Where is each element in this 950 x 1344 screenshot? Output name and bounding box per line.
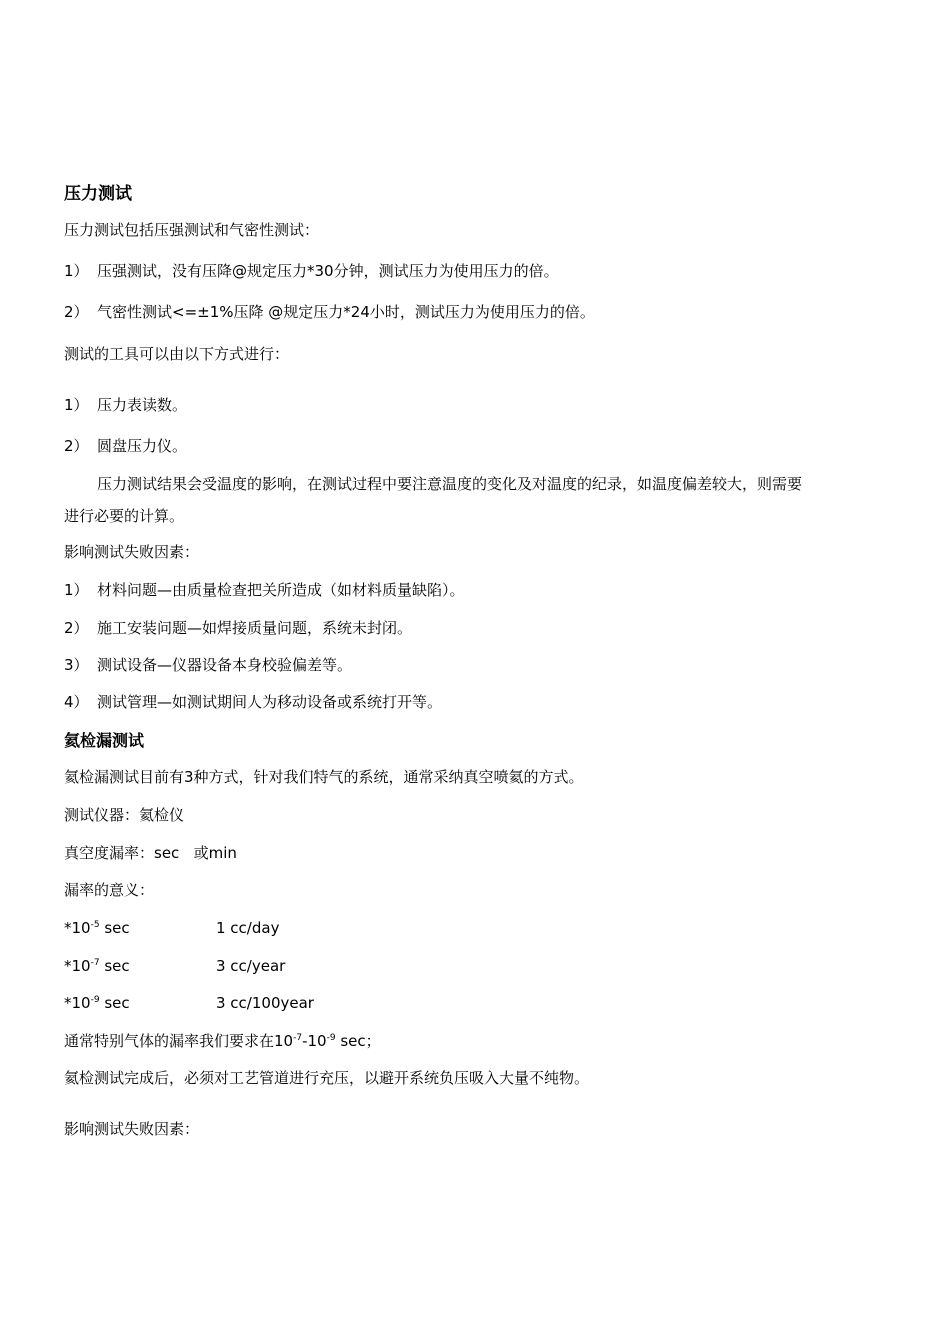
rate-equivalent: 3 cc/100year (216, 994, 314, 1012)
leak-rate-requirement (64, 1031, 381, 1051)
rate-equivalent: 3 cc/year (216, 957, 286, 975)
list-item (64, 261, 559, 281)
rate-exponent: -9 (90, 995, 100, 1005)
rate-equivalent: 1 cc/day (216, 919, 280, 937)
list-number: 1） (64, 581, 89, 599)
list-number: 1） (64, 262, 89, 280)
vacuum-leak-rate: 真空度漏率：sec 或min (64, 844, 237, 862)
pressure-test-intro: 压力测试包括压强测试和气密性测试： (64, 221, 320, 239)
list-number: 2） (64, 437, 89, 455)
rate-base: *10 (64, 994, 91, 1012)
leak-rate-row (64, 918, 130, 938)
list-text: 施工安装问题—如焊接质量问题，系统未封闭。 (97, 619, 413, 637)
list-text: 材料问题—由质量检查把关所造成（如材料质量缺陷）。 (97, 581, 465, 599)
list-text: 测试管理—如测试期间人为移动设备或系统打开等。 (97, 693, 443, 711)
list-text: 气密性测试<=±1%压降 @规定压力*24小时，测试压力为使用压力的倍。 (97, 303, 595, 321)
rate-base: *10 (64, 919, 91, 937)
temperature-paragraph-line1: 压力测试结果会受温度的影响，在测试过程中要注意温度的变化及对温度的纪录，如温度偏差较大，则需要 (97, 475, 803, 493)
requirement-exponent: -9 (326, 1033, 336, 1043)
list-text: 压强测试，没有压降@规定压力*30分钟，测试压力为使用压力的倍。 (97, 262, 559, 280)
requirement-exponent: -7 (293, 1033, 303, 1043)
requirement-text: sec； (335, 1032, 381, 1050)
rate-unit: sec (99, 957, 130, 975)
temperature-paragraph-line2: 进行必要的计算。 (64, 507, 185, 525)
list-text: 测试设备—仪器设备本身校验偏差等。 (97, 656, 353, 674)
tools-intro: 测试的工具可以由以下方式进行： (64, 345, 290, 363)
list-item (64, 395, 187, 415)
list-text: 压力表读数。 (97, 396, 188, 414)
list-number: 2） (64, 619, 89, 637)
list-item (64, 692, 442, 712)
after-test-note: 氦检测试完成后，必须对工艺管道进行充压，以避开系统负压吸入大量不纯物。 (64, 1069, 590, 1087)
list-number: 4） (64, 693, 89, 711)
rate-unit: sec (99, 919, 130, 937)
list-item (64, 302, 595, 322)
helium-intro: 氦检漏测试目前有3种方式，针对我们特气的系统，通常采纳真空喷氦的方式。 (64, 768, 584, 786)
list-number: 3） (64, 656, 89, 674)
rate-unit: sec (99, 994, 130, 1012)
list-item (64, 655, 352, 675)
leak-rate-row (64, 993, 130, 1013)
rate-base: *10 (64, 957, 91, 975)
list-number: 1） (64, 396, 89, 414)
list-text: 圆盘压力仪。 (97, 437, 188, 455)
requirement-text: -10 (302, 1032, 327, 1050)
list-item (64, 618, 412, 638)
list-number: 2） (64, 303, 89, 321)
factors-title: 影响测试失败因素： (64, 1120, 200, 1138)
list-item (64, 580, 465, 600)
list-item (64, 436, 187, 456)
rate-exponent: -5 (90, 920, 100, 930)
section-title-helium-leak-test: 氦检漏测试 (64, 731, 145, 750)
factors-title: 影响测试失败因素： (64, 543, 200, 561)
leak-rate-meaning-title: 漏率的意义： (64, 881, 155, 899)
requirement-text: 通常特别气体的漏率我们要求在10 (64, 1032, 294, 1050)
leak-rate-row (64, 956, 130, 976)
section-title-pressure-test: 压力测试 (64, 184, 132, 204)
test-instrument: 测试仪器：氦检仪 (64, 806, 185, 824)
rate-exponent: -7 (90, 958, 100, 968)
